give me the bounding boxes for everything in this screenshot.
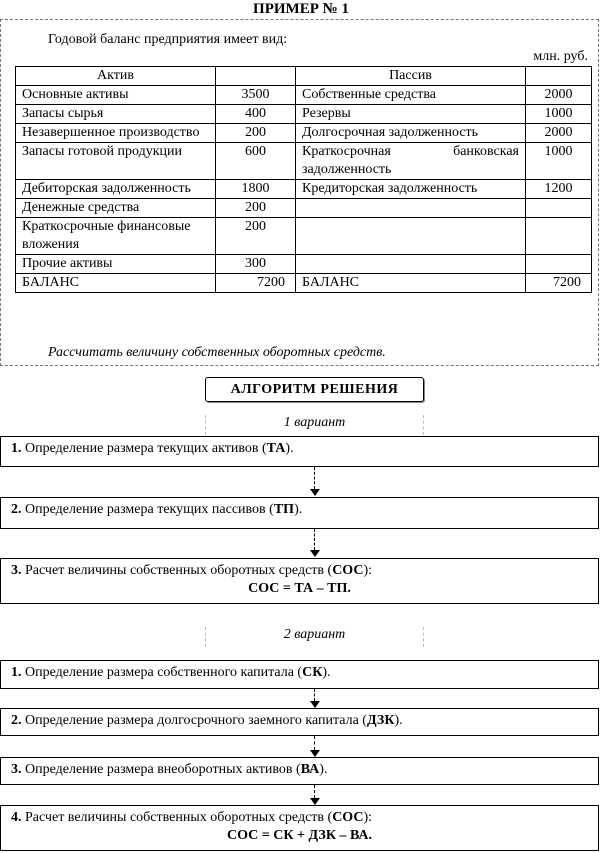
step-tail: ).: [394, 713, 403, 728]
step-abbr: СОС: [332, 563, 364, 578]
variant-1-step-3: [0, 558, 599, 604]
table-row: [16, 105, 592, 124]
step-number: 2.: [11, 502, 22, 517]
step-tail: ).: [319, 762, 328, 777]
step-tail: ).: [294, 502, 303, 517]
step-tail: ).: [322, 665, 331, 680]
variant-2-step-4: [0, 805, 599, 851]
asset-total-label: БАЛАНС: [16, 274, 216, 293]
step-abbr: ВА: [300, 762, 320, 777]
step-number: 1.: [11, 665, 22, 680]
task-text: Рассчитать величину собственных оборотных средств.: [48, 345, 386, 360]
table-row: [16, 255, 592, 274]
liability-name: [296, 255, 526, 274]
example-title: ПРИМЕР № 1: [253, 1, 349, 17]
step-text: Определение размера текущих пассивов (: [21, 502, 274, 517]
header-liability: Пассив: [296, 67, 526, 86]
units-label: млн. руб.: [533, 49, 588, 64]
step-tail: ).: [285, 441, 294, 456]
step-abbr: ТА: [266, 441, 286, 456]
flow-arrow-icon: [308, 529, 322, 558]
liability-value: [526, 199, 592, 218]
step-abbr: СК: [302, 665, 323, 680]
step-abbr: ДЗК: [366, 713, 395, 728]
step-number: 4.: [11, 810, 22, 825]
liability-value: 1000: [526, 105, 592, 124]
variant-2-step-1: [0, 660, 599, 689]
asset-name: Денежные средства: [16, 199, 216, 218]
step-text: Определение размера внеоборотных активов (: [21, 762, 301, 777]
header-asset-value: [216, 67, 296, 86]
liability-name: Резервы: [296, 105, 526, 124]
asset-name: Краткосрочные финансовые вложения: [16, 218, 216, 255]
step-text: Расчет величины собственных оборотных средств (: [21, 810, 333, 825]
step-abbr: ТП: [273, 502, 295, 517]
step-tail: ):: [363, 563, 373, 578]
asset-value: 600: [216, 143, 296, 180]
liability-name: [296, 199, 526, 218]
variant-2-step-3: [0, 757, 599, 785]
liability-name: Долгосрочная задолженность: [296, 124, 526, 143]
step-number: 3.: [11, 563, 22, 578]
step-number: 1.: [11, 441, 22, 456]
liability-name: [296, 218, 526, 255]
table-row: [16, 218, 592, 255]
table-total-row: [16, 274, 592, 293]
liability-name: Собственные средства: [296, 86, 526, 105]
liability-value: 2000: [526, 86, 592, 105]
table-header-row: [16, 67, 592, 86]
variant-1-step-2: [0, 497, 599, 529]
flow-arrow-icon: [308, 689, 322, 708]
liability-total-value: 7200: [526, 274, 592, 293]
variant-2-label: 2 вариант: [205, 627, 424, 647]
table-row: [16, 86, 592, 105]
liability-value: 1200: [526, 180, 592, 199]
asset-value: 200: [216, 218, 296, 255]
asset-value: 3500: [216, 86, 296, 105]
liability-value: 1000: [526, 143, 592, 180]
asset-name: Дебиторская задолженность: [16, 180, 216, 199]
flow-arrow-icon: [308, 467, 322, 497]
formula-variant-2: СОС = СК + ДЗК – ВА.: [226, 828, 373, 843]
step-number: 3.: [11, 762, 22, 777]
liability-value: [526, 218, 592, 255]
variant-2-step-2: [0, 708, 599, 736]
header-liability-value: [526, 67, 592, 86]
variant-1-step-1: [0, 436, 599, 467]
algorithm-title: АЛГОРИТМ РЕШЕНИЯ: [205, 377, 424, 402]
flow-arrow-icon: [308, 785, 322, 805]
flow-arrow-icon: [308, 736, 322, 757]
step-text: Определение размера собственного капитала (: [21, 665, 303, 680]
variant-1-label: 1 вариант: [205, 415, 424, 435]
step-text: Расчет величины собственных оборотных средств (: [21, 563, 333, 578]
table-row: [16, 199, 592, 218]
step-text: Определение размера текущих активов (: [21, 441, 267, 456]
asset-name: Запасы готовой продукции: [16, 143, 216, 180]
table-row: [16, 180, 592, 199]
asset-value: 200: [216, 124, 296, 143]
liability-name: Краткосрочная банковская задолженность: [296, 143, 526, 180]
table-row: [16, 124, 592, 143]
liability-total-label: БАЛАНС: [296, 274, 526, 293]
asset-value: 1800: [216, 180, 296, 199]
asset-name: Незавершенное производство: [16, 124, 216, 143]
asset-total-value: 7200: [216, 274, 296, 293]
liability-value: [526, 255, 592, 274]
step-tail: ):: [363, 810, 373, 825]
asset-name: Основные активы: [16, 86, 216, 105]
balance-table: [15, 66, 592, 293]
liability-value: 2000: [526, 124, 592, 143]
formula-variant-1: СОС = ТА – ТП.: [248, 581, 351, 596]
intro-text: Годовой баланс предприятия имеет вид:: [48, 32, 288, 47]
asset-name: Прочие активы: [16, 255, 216, 274]
step-text: Определение размера долгосрочного заемного капитала (: [21, 713, 367, 728]
header-asset: Актив: [16, 67, 216, 86]
asset-name: Запасы сырья: [16, 105, 216, 124]
asset-value: 300: [216, 255, 296, 274]
step-number: 2.: [11, 713, 22, 728]
asset-value: 400: [216, 105, 296, 124]
step-abbr: СОС: [332, 810, 364, 825]
asset-value: 200: [216, 199, 296, 218]
table-row: [16, 143, 592, 180]
liability-name: Кредиторская задолженность: [296, 180, 526, 199]
